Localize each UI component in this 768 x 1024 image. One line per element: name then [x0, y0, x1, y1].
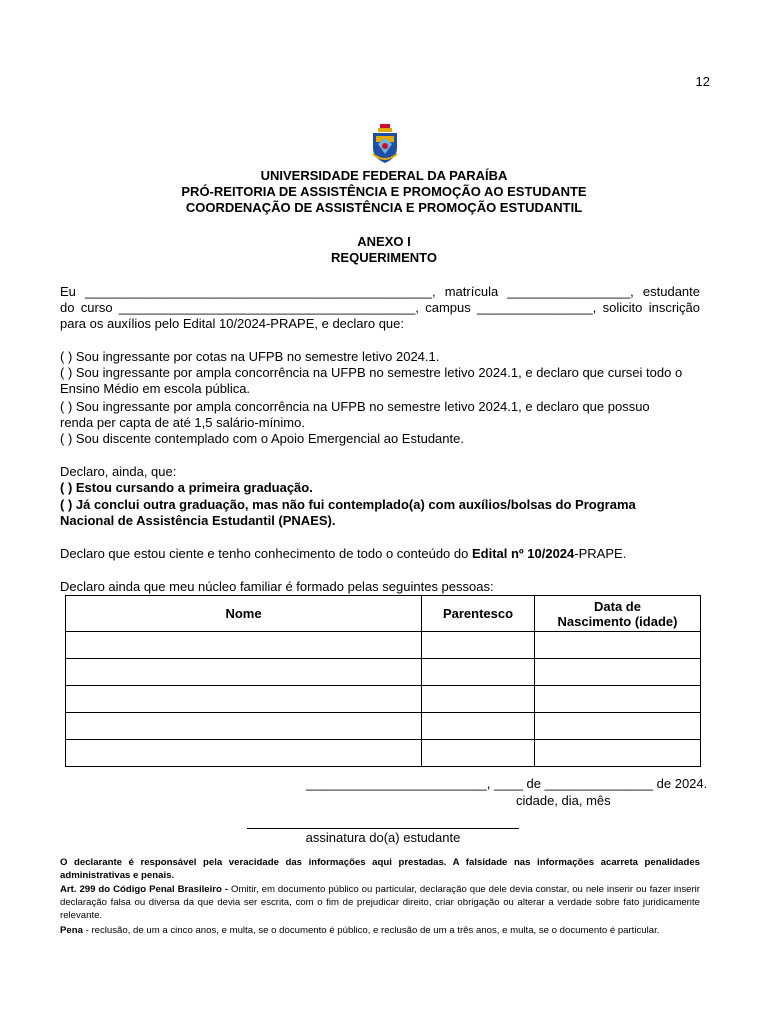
- penalty-text: - reclusão, de um a cinco anos, e multa, se o documento é público, e reclusão de um a três anos, e multa, se o documento é particular.: [82, 925, 660, 936]
- document-title: REQUERIMENTO: [331, 250, 437, 265]
- article-text: Omitir, em documento público ou particular, declaração que dele devia constar, ou nele inserir ou fazer inserir declaração falsa ou diversa da que devia ser escrita, com o fim de prejudicar direito, criar obrigação ou alterar a verdade sobre fato juridicamente relevante.: [60, 884, 700, 921]
- option-renda: ( ) Sou ingressante por ampla concorrência na UFPB no semestre letivo 2024.1, e declaro que possuo: [60, 399, 650, 414]
- relationship-cell[interactable]: [422, 713, 535, 740]
- declaro-intro: Declaro, ainda, que:: [60, 464, 177, 479]
- relationship-cell[interactable]: [422, 740, 535, 767]
- col-data-nascimento: [535, 596, 701, 632]
- signature-caption: assinatura do(a) estudante: [305, 830, 461, 845]
- name-cell[interactable]: [66, 659, 422, 686]
- family-table: [65, 595, 701, 767]
- ciente-suffix: -PRAPE.: [574, 546, 627, 561]
- option-escola-publica-cont: Ensino Médio em escola pública.: [60, 381, 251, 396]
- name-cell[interactable]: [66, 740, 422, 767]
- col-data-line-1: Data de: [594, 598, 641, 614]
- ciente-statement: [60, 546, 700, 562]
- ufpb-crest-icon: [370, 124, 400, 164]
- relationship-cell[interactable]: [422, 659, 535, 686]
- birthdate-cell[interactable]: [535, 659, 701, 686]
- declaro-primeira-graduacao: ( ) Estou cursando a primeira graduação.: [60, 480, 313, 495]
- header-university: UNIVERSIDADE FEDERAL DA PARAÍBA: [260, 168, 508, 183]
- option-renda-cont: renda per capta de até 1,5 salário-mínimo.: [60, 415, 305, 430]
- header-pro-rectory: PRÓ-REITORIA DE ASSISTÊNCIA E PROMOÇÃO AO ESTUDANTE: [181, 184, 587, 199]
- birthdate-cell[interactable]: [535, 713, 701, 740]
- col-parentesco: Parentesco: [422, 596, 535, 632]
- name-cell[interactable]: [66, 632, 422, 659]
- table-row: [66, 632, 701, 659]
- declaro-outra-graduacao-cont: Nacional de Assistência Estudantil (PNAES).: [60, 513, 336, 528]
- footer-penalty: [60, 924, 700, 937]
- col-nome: Nome: [66, 596, 422, 632]
- intro-line-1: Eu ________________________________________________, matrícula _________________, estudante: [60, 284, 700, 299]
- relationship-cell[interactable]: [422, 686, 535, 713]
- intro-line-3: para os auxílios pelo Edital 10/2024-PRAPE, e declaro que:: [60, 316, 404, 331]
- ciente-edital: Edital nº 10/2024: [471, 546, 575, 561]
- date-line: _________________________, ____ de _______________ de 2024.: [306, 776, 708, 791]
- intro-line-2: do curso _________________________________________, campus ________________, solicito inscrição: [60, 300, 700, 315]
- name-cell[interactable]: [66, 713, 422, 740]
- table-row: [66, 659, 701, 686]
- relationship-cell[interactable]: [422, 632, 535, 659]
- birthdate-cell[interactable]: [535, 632, 701, 659]
- birthdate-cell[interactable]: [535, 740, 701, 767]
- col-data-line-2: Nascimento (idade): [557, 613, 678, 629]
- article-label: Art. 299 do Código Penal Brasileiro -: [60, 884, 229, 895]
- table-row: [66, 686, 701, 713]
- option-escola-publica: ( ) Sou ingressante por ampla concorrência na UFPB no semestre letivo 2024.1, e declaro que cursei todo o: [60, 365, 683, 380]
- footer-article-299: [60, 883, 700, 922]
- page-number: 12: [695, 74, 710, 89]
- name-cell[interactable]: [66, 686, 422, 713]
- option-apoio-emergencial: ( ) Sou discente contemplado com o Apoio Emergencial ao Estudante.: [60, 431, 464, 446]
- penalty-label: Pena: [60, 925, 83, 936]
- option-cotas: ( ) Sou ingressante por cotas na UFPB no semestre letivo 2024.1.: [60, 349, 440, 364]
- birthdate-cell[interactable]: [535, 686, 701, 713]
- header-coordination: COORDENAÇÃO DE ASSISTÊNCIA E PROMOÇÃO ESTUDANTIL: [185, 200, 583, 215]
- footer-responsibility: O declarante é responsável pela veracidade das informações aqui prestadas. A falsidade nas informações acarreta penalidades administrativas e penais.: [60, 857, 700, 881]
- table-row: [66, 713, 701, 740]
- ciente-prefix: Declaro que estou ciente e tenho conhecimento de todo o conteúdo do: [60, 546, 472, 561]
- table-row: [66, 740, 701, 767]
- signature-line: [247, 828, 519, 829]
- table-header-row: [66, 596, 701, 632]
- date-caption: cidade, dia, mês: [516, 793, 611, 808]
- annex-label: ANEXO I: [357, 234, 411, 249]
- declaro-outra-graduacao: ( ) Já conclui outra graduação, mas não fui contemplado(a) com auxílios/bolsas do Programa: [60, 497, 636, 512]
- nucleo-familiar-statement: Declaro ainda que meu núcleo familiar é formado pelas seguintes pessoas:: [60, 579, 494, 594]
